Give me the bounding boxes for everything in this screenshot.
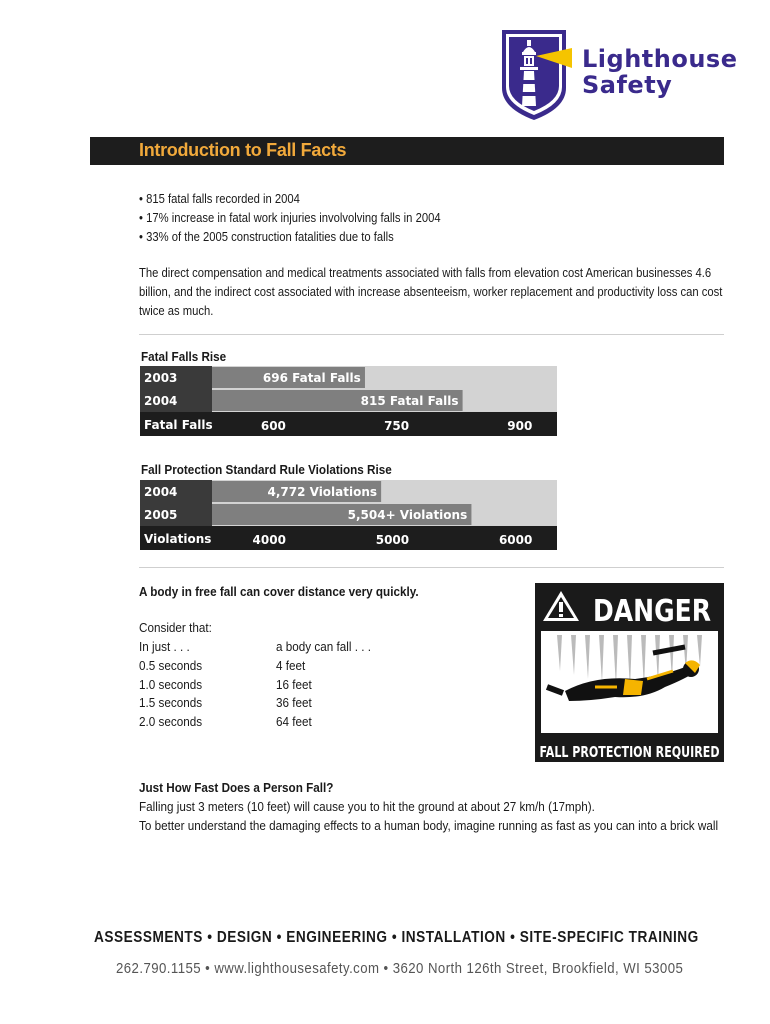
chart-title: Fatal Falls Rise [141, 349, 227, 364]
tick-label: 6000 [498, 533, 533, 547]
intro-paragraph: The direct compensation and medical treatments associated with falls from elevation cost American businesses 4.6 billion, and the indirect cost associated with increase absenteeism, worker replacement and productivity loss can cost twice as much. [139, 266, 723, 318]
category-label: 2004 [144, 394, 178, 408]
tick-label: 4000 [252, 533, 286, 547]
danger-title: DANGER [593, 594, 711, 629]
divider [139, 567, 724, 568]
category-label: 2003 [144, 371, 178, 385]
axis-label: Fatal Falls [144, 418, 213, 432]
howfast-title: Just How Fast Does a Person Fall? [139, 780, 334, 795]
row-distance: 36 feet [276, 695, 312, 710]
divider [139, 334, 724, 335]
consider-label: Consider that: [139, 620, 212, 635]
danger-subtitle: FALL PROTECTION REQUIRED [539, 743, 720, 761]
footer-contact: 262.790.1155 • www.lighthousesafety.com • 3620 North 126th Street, Brookfield, WI 53005 [116, 960, 684, 977]
footer-services: ASSESSMENTS • DESIGN • ENGINEERING • INSTALLATION • SITE-SPECIFIC TRAINING [94, 929, 699, 946]
bar-label: 815 Fatal Falls [360, 394, 459, 408]
logo-line1: Lighthouse [582, 45, 738, 73]
freefall-headline: A body in free fall can cover distance very quickly. [139, 584, 419, 599]
bar-label: 5,504+ Violations [347, 508, 468, 522]
fatal-falls-chart [140, 366, 557, 436]
col-header-time: In just . . . [139, 639, 190, 654]
category-label: 2004 [144, 485, 178, 499]
tick-label: 750 [384, 419, 410, 433]
row-time: 0.5 seconds [139, 658, 203, 673]
col-header-distance: a body can fall . . . [276, 639, 371, 654]
row-distance: 4 feet [276, 658, 306, 673]
violations-chart [140, 480, 557, 550]
bullet-item: • 17% increase in fatal work injuries involvolving falls in 2004 [139, 211, 441, 225]
bar-label: 4,772 Violations [267, 485, 378, 499]
row-distance: 64 feet [276, 714, 312, 729]
axis-label: Violations [144, 532, 212, 546]
row-time: 1.5 seconds [139, 695, 203, 710]
bar-label: 696 Fatal Falls [262, 371, 361, 385]
tick-label: 5000 [375, 533, 410, 547]
logo-line2: Safety [582, 71, 673, 99]
logo-text [582, 46, 737, 98]
danger-sign [535, 583, 724, 762]
page-title: Introduction to Fall Facts [139, 140, 347, 160]
category-label: 2005 [144, 508, 178, 522]
chart-title: Fall Protection Standard Rule Violations Rise [141, 462, 392, 477]
bullet-item: • 33% of the 2005 construction fatalities due to falls [139, 230, 394, 244]
row-time: 1.0 seconds [139, 677, 203, 692]
howfast-line1: Falling just 3 meters (10 feet) will cause you to hit the ground at about 27 km/h (17mph). [139, 799, 595, 814]
tick-label: 600 [260, 419, 286, 433]
howfast-line2: To better understand the damaging effects to a human body, imagine running as fast as you can into a brick wall [139, 818, 719, 833]
row-time: 2.0 seconds [139, 714, 203, 729]
row-distance: 16 feet [276, 677, 312, 692]
tick-label: 900 [507, 419, 533, 433]
bullet-item: • 815 fatal falls recorded in 2004 [139, 192, 300, 206]
